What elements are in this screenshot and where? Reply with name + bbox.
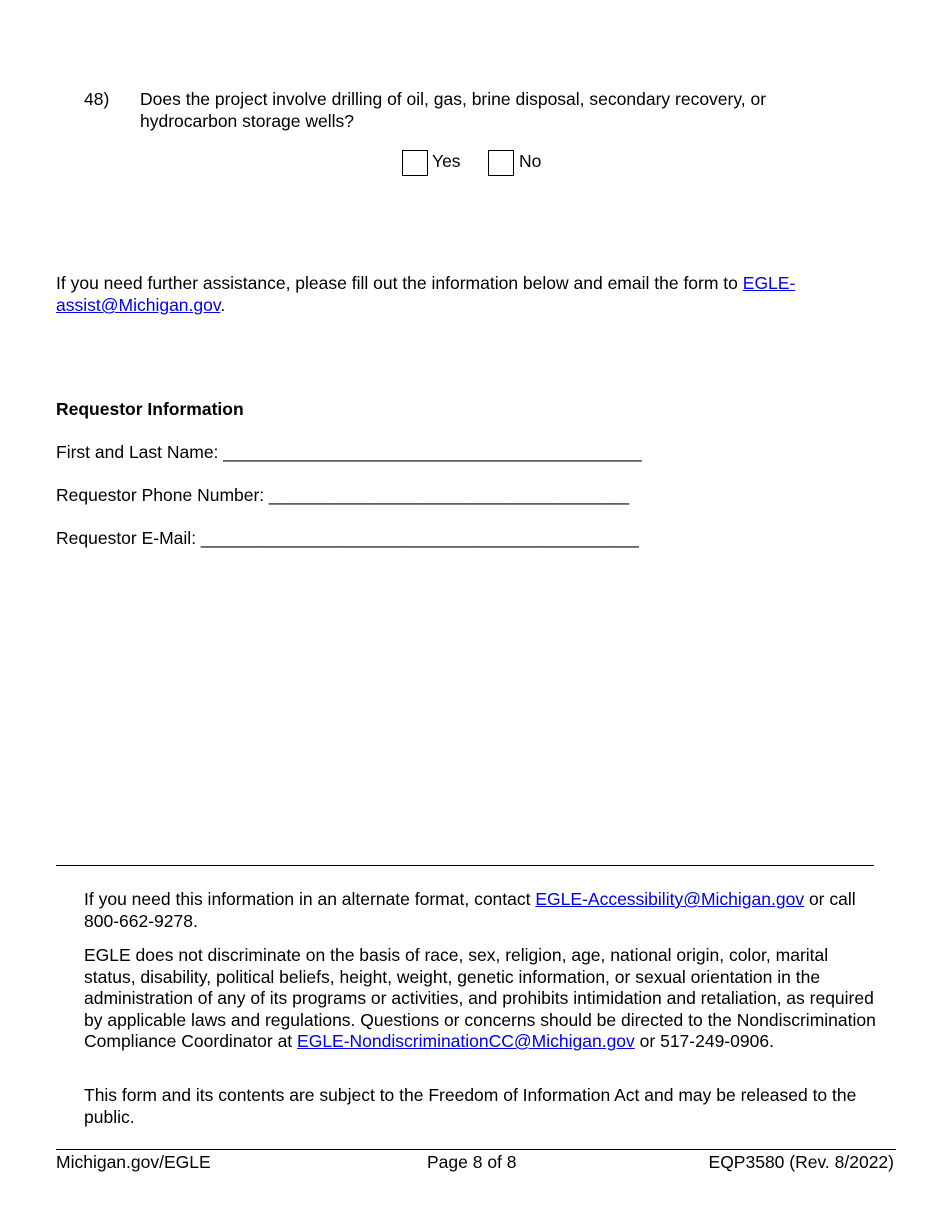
- email-field[interactable]: Requestor E-Mail: _____________________________________________: [56, 528, 639, 548]
- phone-field[interactable]: Requestor Phone Number: _____________________________________: [56, 485, 630, 505]
- assist-email-link[interactable]: EGLE-assist@Michigan.gov: [56, 273, 796, 315]
- phone-text: or call 800-662-9278.: [84, 889, 856, 931]
- question-text: Does the project involve drilling of oil, gas, brine disposal, secondary recovery, or hydrocarbon storage wells?: [140, 89, 767, 131]
- footer-website: Michigan.gov/EGLE: [56, 1152, 211, 1172]
- nondiscrimination-phone: or 517-249-0906.: [634, 1031, 774, 1051]
- assistance-text: If you need further assistance, please fill out the information below and email the form to: [56, 273, 743, 293]
- no-label: No: [519, 151, 542, 171]
- alternate-format-text: If you need this information in an alternate format, contact: [84, 889, 536, 909]
- alternate-format-note: [84, 889, 884, 932]
- assistance-paragraph: [56, 272, 856, 316]
- yes-checkbox[interactable]: [402, 150, 428, 176]
- foia-note: This form and its contents are subject to the Freedom of Information Act and may be released to the public.: [84, 1085, 857, 1127]
- assistance-period: .: [220, 295, 226, 315]
- nondiscrimination-email-link[interactable]: EGLE-NondiscriminationCC@Michigan.gov: [297, 1031, 635, 1051]
- accessibility-email-link[interactable]: EGLE-Accessibility@Michigan.gov: [535, 889, 805, 909]
- question-number: 48): [84, 89, 110, 109]
- footer-separator: [56, 865, 874, 866]
- footer-form-number: EQP3580 (Rev. 8/2022): [708, 1152, 894, 1172]
- nondiscrimination-note: [84, 945, 884, 1053]
- nondiscrimination-text: EGLE does not discriminate on the basis of race, sex, religion, age, national origin, color, marital status, disability, political beliefs, height, weight, genetic information, or sexual orientation in the administration of any of its programs or activities, and prohibits intimidation and retaliation, as required by applicable laws and regulations. Questions or concerns should be directed to the Nondiscrimination Compliance Coordinator at: [84, 945, 876, 1051]
- yes-label: Yes: [432, 151, 461, 171]
- name-field[interactable]: First and Last Name: ___________________________________________: [56, 442, 642, 462]
- page-footer-rule: [56, 1149, 896, 1150]
- requestor-section-title: Requestor Information: [56, 399, 244, 419]
- no-checkbox[interactable]: [488, 150, 514, 176]
- footer-page-number: Page 8 of 8: [427, 1152, 517, 1172]
